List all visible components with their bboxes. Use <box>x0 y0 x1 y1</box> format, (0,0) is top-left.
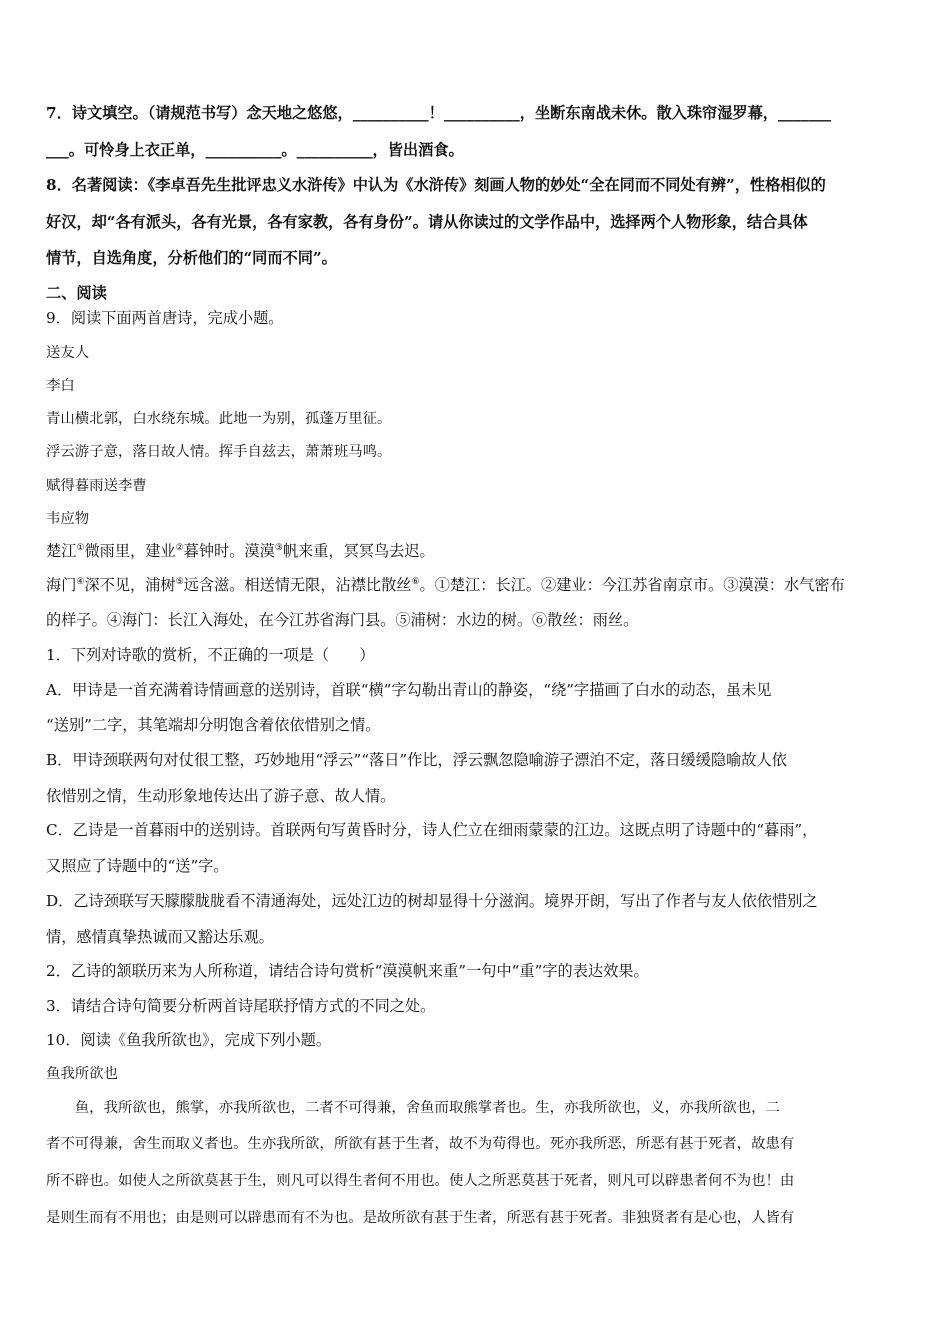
passage-line-4: 是则生而有不用也；由是则可以辟患而有不为也。是故所欲有甚于生者，所恶有甚于死者。非独贤者有是心也，人皆有 <box>46 1210 795 1226</box>
footnote-marker: ⑤ <box>175 576 184 587</box>
footnote-marker: ③ <box>274 542 283 553</box>
option-d-line-1: D．乙诗颈联写天朦朦胧胧看不清通海处，远处江边的树却显得十分滋润。境界开朗，写出了作者与友人依依惜别之 <box>46 892 818 910</box>
q8-line-3: 情节，自选角度，分析他们的“同而不同”。 <box>46 249 337 267</box>
q9-sub1-question: 1．下列对诗歌的赏析，不正确的一项是（ ） <box>46 646 375 664</box>
poem2-author: 韦应物 <box>46 511 90 527</box>
footnote-marker: ① <box>76 542 85 553</box>
poem2-text: 远含滋。相送情无限，沾襟比散丝 <box>183 576 412 594</box>
passage-line-2: 者不可得兼，舍生而取义者也。生亦我所欲，所欲有甚于生者，故不为苟得也。死亦我所恶，所恶有甚于死者，故患有 <box>46 1136 795 1152</box>
option-b-line-2: 依惜别之情，生动形象地传达出了游子意、故人情。 <box>46 787 396 805</box>
poem1-line-2: 浮云游子意，落日故人情。挥手自兹去，萧萧班马鸣。 <box>46 444 392 460</box>
poem2-text: 海门 <box>46 576 77 594</box>
q10-intro: 10．阅读《鱼我所欲也》，完成下列小题。 <box>46 1031 332 1049</box>
option-d-line-2: 情，感情真挚热诚而又豁达乐观。 <box>46 928 274 946</box>
passage-line-3: 所不辟也。如使人之所欲莫甚于生，则凡可以得生者何不用也。使人之所恶莫甚于死者，则凡可以辟患者何不为也！由 <box>46 1173 795 1189</box>
poem2-line-1 <box>46 540 435 561</box>
option-a-line-1: A．甲诗是一首充满着诗情画意的送别诗，首联“横”字勾勒出青山的静姿，“绕”字描画了白水的动态，虽未见 <box>46 681 772 699</box>
q9-sub3: 3．请结合诗句简要分析两首诗尾联抒情方式的不同之处。 <box>46 997 436 1015</box>
q7-line-1: 7．诗文填空。（请规范书写）念天地之悠悠，__________！__________，坐断东南战未休。散入珠帘湿罗幕，_______ <box>46 104 832 122</box>
q9-intro: 9．阅读下面两首唐诗，完成小题。 <box>46 309 284 327</box>
poem2-title: 赋得暮雨送李曹 <box>46 478 147 494</box>
q9-sub2: 2．乙诗的颔联历来为人所称道，请结合诗句赏析“漠漠帆来重”一句中“重”字的表达效果。 <box>46 962 649 980</box>
option-c-line-1: C．乙诗是一首暮雨中的送别诗。首联两句写黄昏时分，诗人伫立在细雨蒙蒙的江边。这既点明了诗题中的“暮雨”， <box>46 821 818 839</box>
footnote-marker: ④ <box>76 576 85 587</box>
q8-line-1: 8．名著阅读：《李卓吾先生批评忠义水浒传》中认为《水浒传》刻画人物的妙处“全在同而不同处有辨”，性格相似的 <box>46 176 826 194</box>
poem2-text: 帆来重，冥冥鸟去迟。 <box>282 542 435 560</box>
poem2-text: 暮钟时。漠漠 <box>183 542 275 560</box>
option-a-line-2: “送别”二字，其笔端却分明饱含着依依惜别之情。 <box>46 716 381 734</box>
passage-line-1: 鱼，我所欲也，熊掌，亦我所欲也，二者不可得兼，舍鱼而取熊掌者也。生，亦我所欲也，义，亦我所欲也，二 <box>46 1100 780 1116</box>
option-c-line-2: 又照应了诗题中的“送”字。 <box>46 857 229 875</box>
q8-line-2: 好汉，却“各有派头，各有光景，各有家教，各有身份”。请从你读过的文学作品中，选择两个人物形象，结合具体 <box>46 213 808 231</box>
poem1-title: 送友人 <box>46 345 90 361</box>
section-title: 二、阅读 <box>46 284 107 302</box>
poem2-text: 。①楚江：长江。②建业：今江苏省南京市。③漠漠：水气密布 <box>419 576 845 594</box>
footnote-marker: ② <box>175 542 184 553</box>
option-b-line-1: B．甲诗颈联两句对仗很工整，巧妙地用“浮云”“落日”作比，浮云飘忽隐喻游子漂泊不定，落日缓缓隐喻故人依 <box>46 751 787 769</box>
poem2-notes: 的样子。④海门：长江入海处，在今江苏省海门县。⑤浦树：水边的树。⑥散丝：雨丝。 <box>46 611 639 629</box>
poem2-text: 深不见，浦树 <box>84 576 176 594</box>
poem1-author: 李白 <box>46 378 75 394</box>
footnote-marker: ⑥ <box>411 576 420 587</box>
poem2-text: 楚江 <box>46 542 77 560</box>
poem2-line-2 <box>46 574 845 595</box>
poem2-text: 微雨里，建业 <box>84 542 176 560</box>
passage-title: 鱼我所欲也 <box>46 1066 118 1082</box>
poem1-line-1: 青山横北郭，白水绕东城。此地一为别，孤蓬万里征。 <box>46 411 392 427</box>
q7-line-2: ___。可怜身上衣正单，__________。__________，皆出酒食。 <box>46 141 464 159</box>
